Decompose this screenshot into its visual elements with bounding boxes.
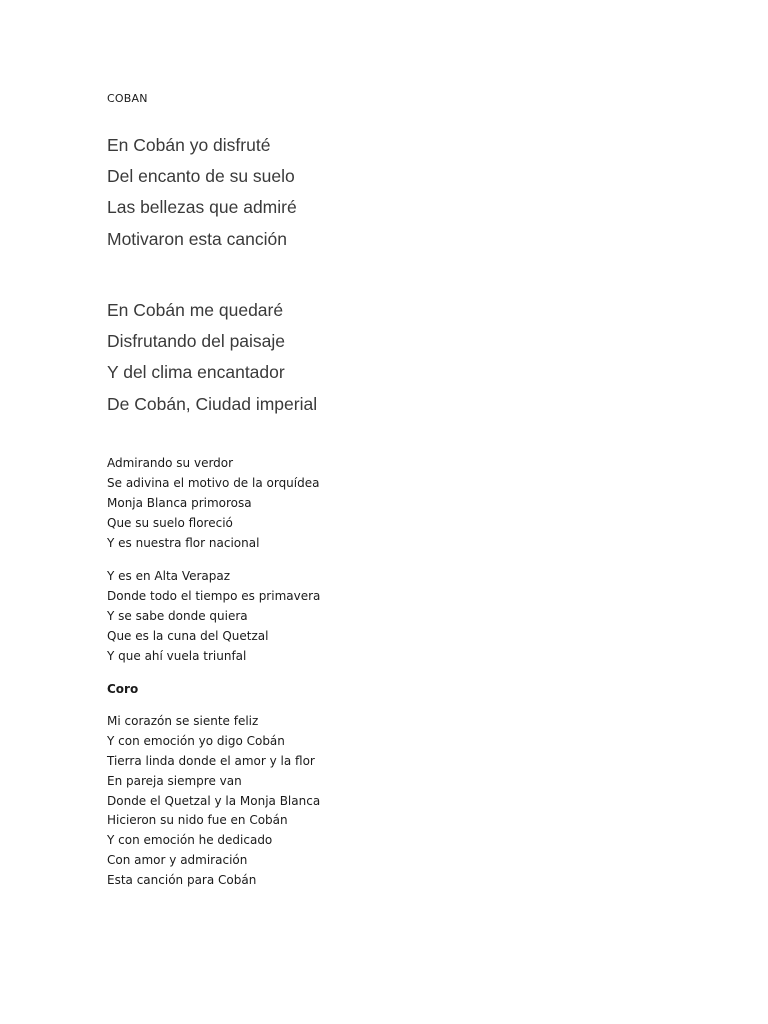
lyric-line: En Cobán yo disfruté bbox=[107, 135, 271, 155]
lyric-line: Con amor y admiración bbox=[107, 853, 248, 868]
lyric-line: En pareja siempre van bbox=[107, 773, 242, 788]
lyric-line: Y se sabe donde quiera bbox=[107, 608, 248, 623]
stanza-3 bbox=[107, 454, 319, 553]
lyric-line: Del encanto de su suelo bbox=[107, 166, 295, 187]
lyric-line: Y con emoción he dedicado bbox=[107, 833, 273, 848]
lyric-line: Mi corazón se siente feliz bbox=[107, 714, 259, 728]
lyric-line: Se adivina el motivo de la orquídea bbox=[107, 475, 320, 490]
lyric-line: Y es nuestra flor nacional bbox=[107, 535, 260, 550]
lyric-line: Las bellezas que admiré bbox=[107, 197, 297, 218]
lyric-line: Y del clima encantador bbox=[107, 362, 285, 383]
lyric-line: Motivaron esta canción bbox=[107, 228, 287, 249]
lyric-line: Que es la cuna del Quetzal bbox=[107, 628, 269, 643]
stanza-2 bbox=[107, 295, 317, 420]
document-title: COBAN bbox=[107, 92, 148, 105]
chorus-heading: Coro bbox=[107, 682, 139, 696]
lyric-line: Tierra linda donde el amor y la flor bbox=[107, 753, 315, 768]
lyric-line: Disfrutando del paisaje bbox=[107, 331, 286, 352]
chorus-stanza bbox=[107, 712, 320, 891]
lyric-line: En Cobán me quedaré bbox=[107, 300, 284, 320]
lyric-line: Donde todo el tiempo es primavera bbox=[107, 588, 321, 603]
lyric-line: Admirando su verdor bbox=[107, 456, 234, 470]
lyric-line: Esta canción para Cobán bbox=[107, 873, 257, 888]
lyric-line: De Cobán, Ciudad imperial bbox=[107, 393, 318, 414]
stanza-1 bbox=[107, 130, 297, 255]
lyric-line: Hicieron su nido fue en Cobán bbox=[107, 813, 288, 828]
lyric-line: Y que ahí vuela triunfal bbox=[107, 648, 247, 663]
lyric-line: Monja Blanca primorosa bbox=[107, 495, 252, 510]
lyric-line: Y con emoción yo digo Cobán bbox=[107, 733, 285, 748]
lyric-line: Donde el Quetzal y la Monja Blanca bbox=[107, 793, 321, 808]
lyric-line: Y es en Alta Verapaz bbox=[107, 569, 231, 583]
lyric-line: Que su suelo floreció bbox=[107, 515, 233, 530]
stanza-4 bbox=[107, 567, 320, 666]
